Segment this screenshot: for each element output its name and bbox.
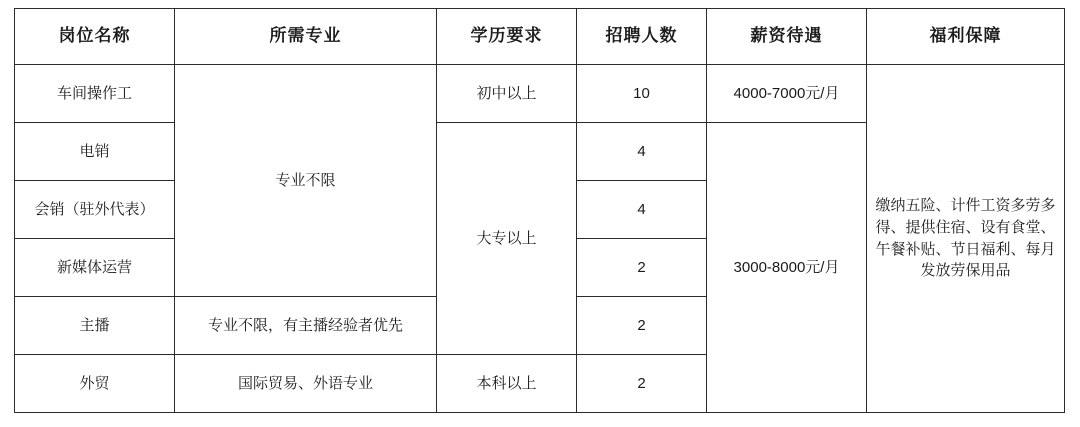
cell-welfare-merged xyxy=(867,65,1065,413)
cell-post: 新媒体运营 xyxy=(15,239,175,297)
cell-education: 初中以上 xyxy=(437,65,577,123)
table-body xyxy=(15,65,1065,413)
cell-post: 会销（驻外代表） xyxy=(15,181,175,239)
column-header-education: 学历要求 xyxy=(437,9,577,65)
welfare-line-3: 午餐补贴、节日福利、每月 xyxy=(875,240,1056,258)
cell-count: 2 xyxy=(577,239,707,297)
cell-salary-merged: 3000-8000元/月 xyxy=(707,123,867,413)
column-header-welfare: 福利保障 xyxy=(867,9,1065,65)
welfare-line-1: 缴纳五险、计件工资多劳多 xyxy=(875,197,1056,214)
column-header-post: 岗位名称 xyxy=(15,9,175,65)
cell-count: 2 xyxy=(577,355,707,413)
cell-post: 电销 xyxy=(15,123,175,181)
cell-count: 4 xyxy=(577,123,707,181)
column-header-major: 所需专业 xyxy=(175,9,437,65)
column-header-count: 招聘人数 xyxy=(577,9,707,65)
cell-count: 10 xyxy=(577,65,707,123)
cell-education-merged: 大专以上 xyxy=(437,123,577,355)
cell-major-merged: 专业不限 xyxy=(175,65,437,297)
cell-major: 专业不限，有主播经验者优先 xyxy=(175,297,437,355)
cell-post: 主播 xyxy=(15,297,175,355)
column-header-salary: 薪资待遇 xyxy=(707,9,867,65)
table-row xyxy=(15,65,1065,123)
cell-post: 车间操作工 xyxy=(15,65,175,123)
recruitment-table-page xyxy=(0,8,1080,427)
recruitment-table xyxy=(14,8,1065,413)
welfare-line-2: 得、提供住宿、设有食堂、 xyxy=(875,218,1056,236)
cell-count: 2 xyxy=(577,297,707,355)
table-header xyxy=(15,9,1065,65)
cell-salary: 4000-7000元/月 xyxy=(707,65,867,123)
cell-major: 国际贸易、外语专业 xyxy=(175,355,437,413)
cell-education: 本科以上 xyxy=(437,355,577,413)
cell-post: 外贸 xyxy=(15,355,175,413)
cell-count: 4 xyxy=(577,181,707,239)
table-header-row xyxy=(15,9,1065,65)
welfare-line-4: 发放劳保用品 xyxy=(920,262,1011,280)
